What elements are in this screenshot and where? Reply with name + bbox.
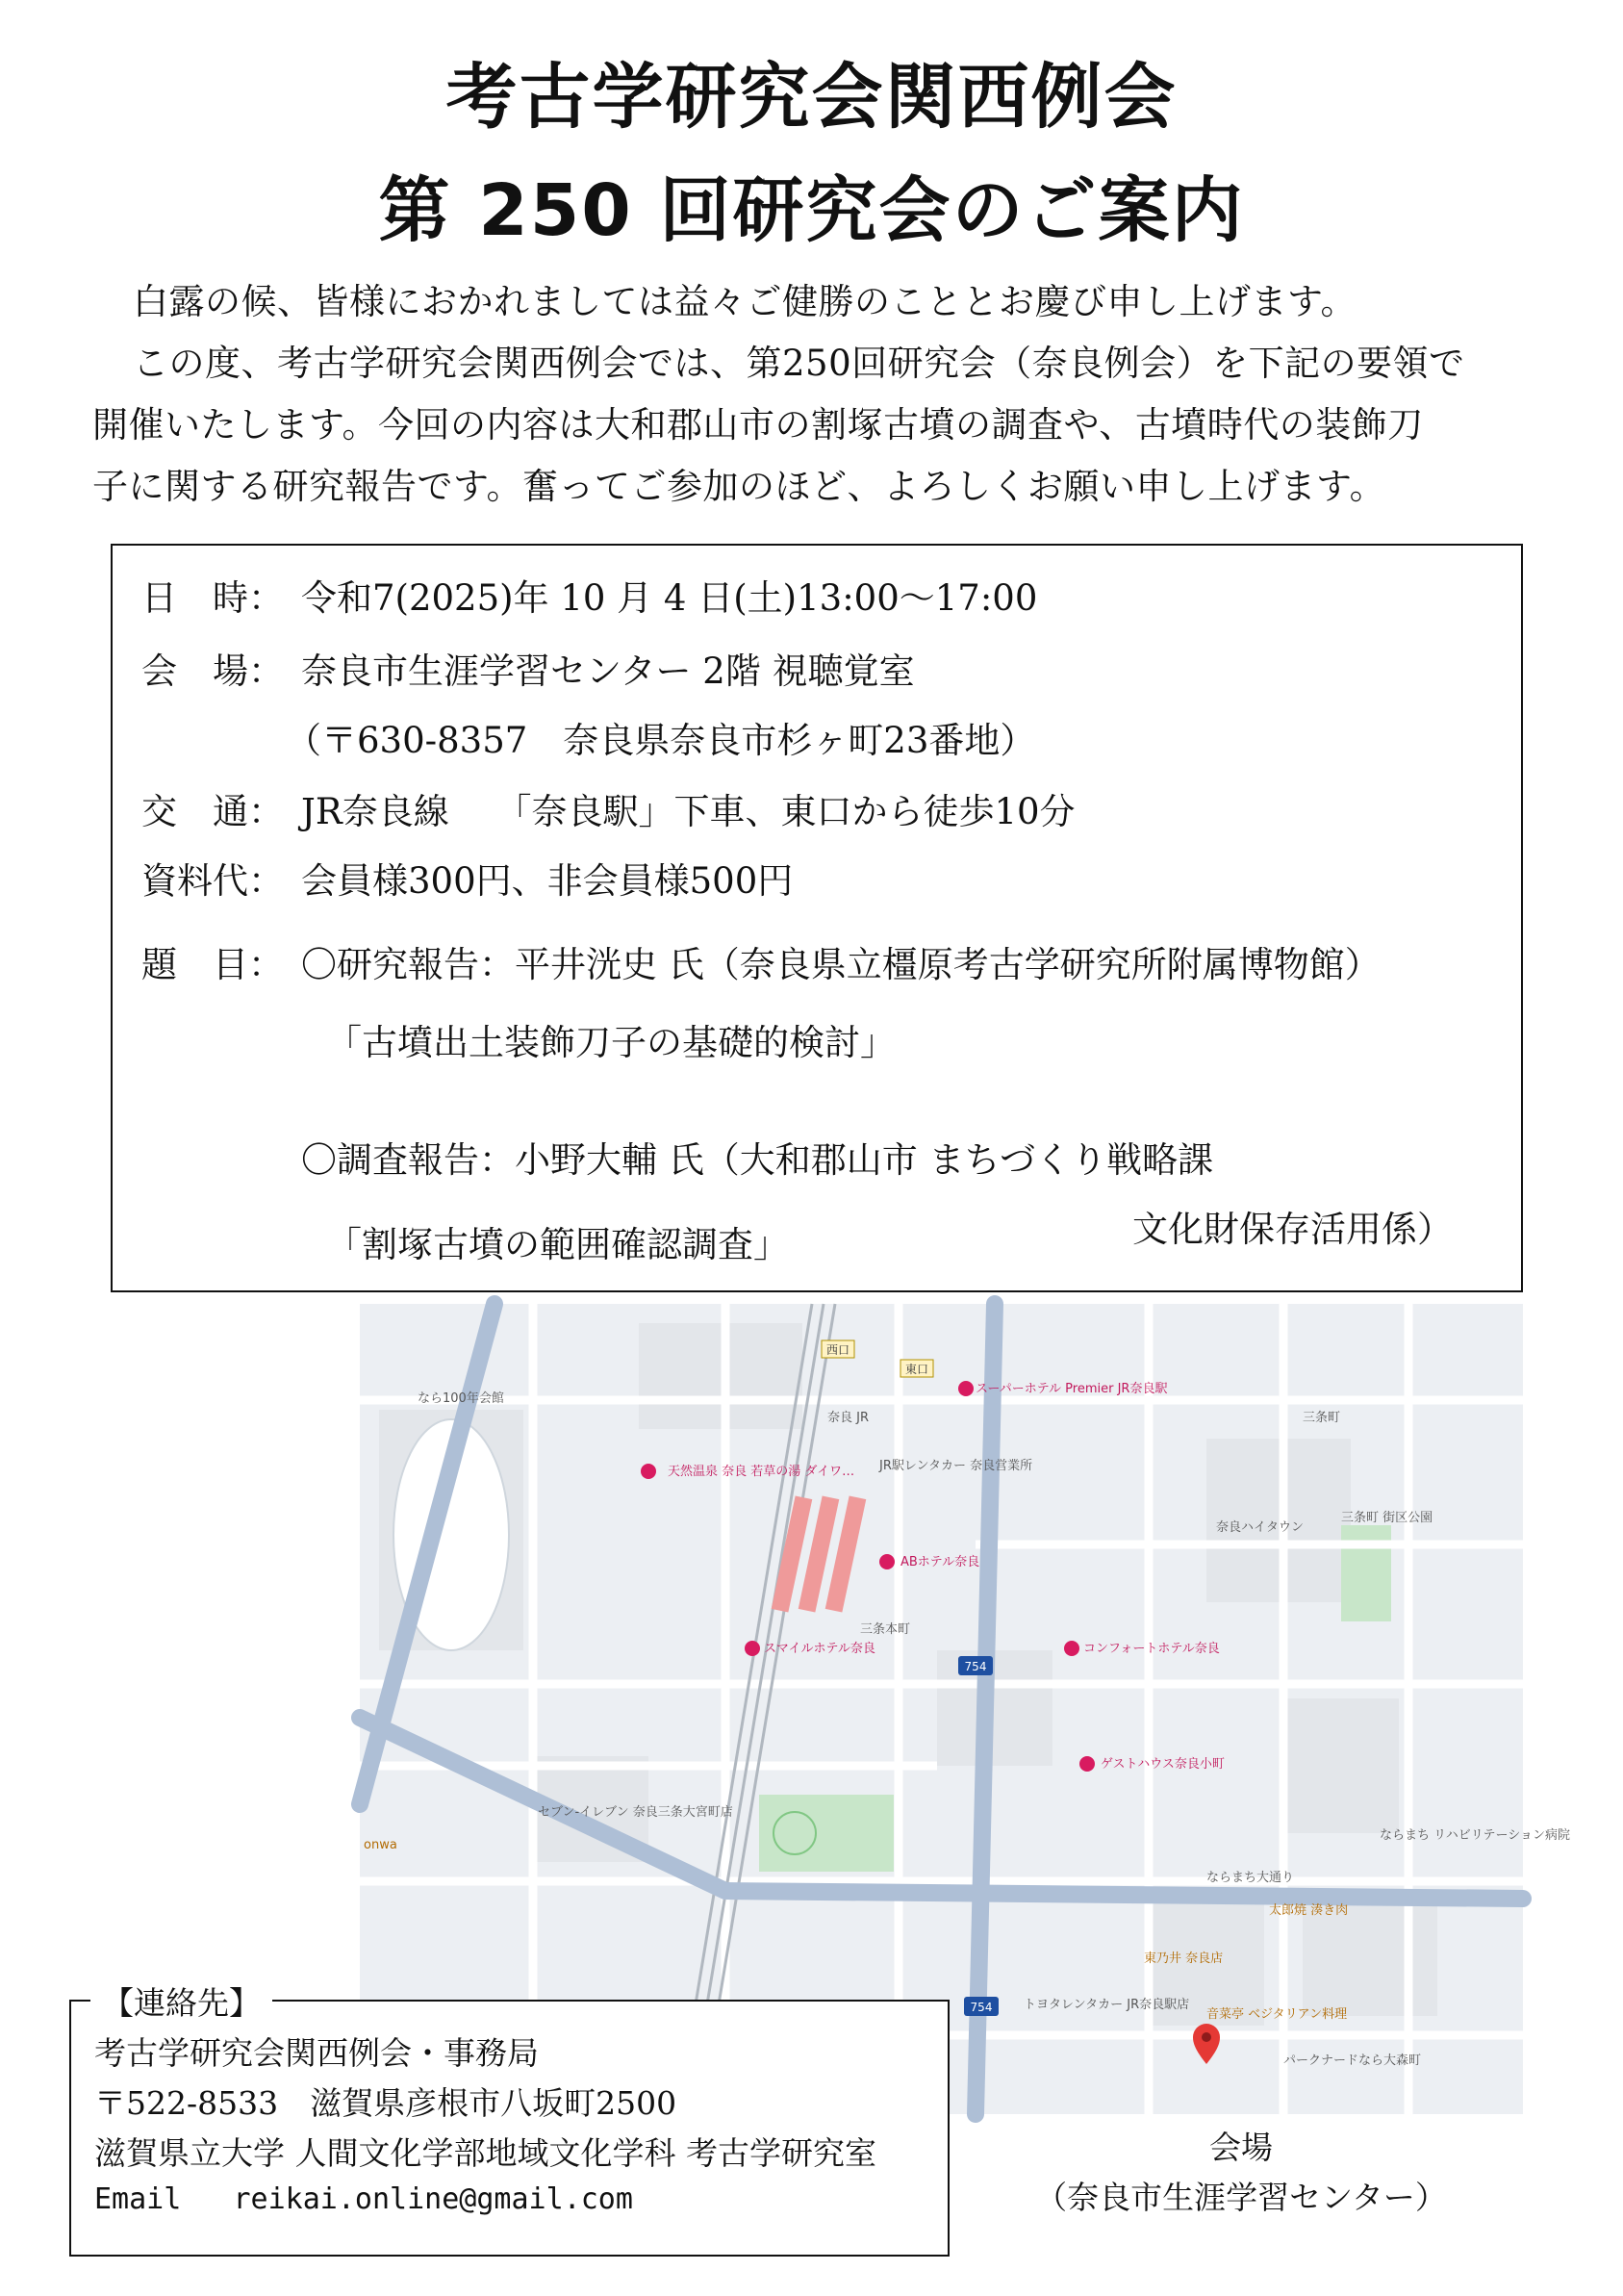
- west-exit-label: 西口: [825, 1343, 850, 1357]
- map-sanjo-park: 三条町 街区公園: [1341, 1511, 1433, 1525]
- intro-para-2-line-3: 子に関する研究報告です。奮ってご参加のほど、よろしくお願い申し上げます。: [92, 466, 1386, 507]
- contact-address: 〒522-8533 滋賀県彦根市八坂町2500: [94, 2084, 677, 2122]
- title-line-2: 第 250 回研究会のご案内: [378, 169, 1245, 252]
- venue-label: 会 場：: [141, 651, 284, 692]
- map-onwa: onwa: [364, 1838, 397, 1852]
- intro: [92, 271, 1535, 518]
- intro-para-2-line-2: 開催いたします。今回の内容は大和郡山市の割塚古墳の調査や、古墳時代の装飾刀: [92, 404, 1424, 446]
- report2-speaker: 〇調査報告：小野大輔 氏（大和郡山市 まちづくり戦略課: [301, 1139, 1214, 1181]
- date-label: 日 時：: [141, 577, 284, 619]
- map-guesthouse: ゲストハウス奈良小町: [1101, 1757, 1225, 1772]
- title-line-1: 考古学研究会関西例会: [445, 56, 1178, 139]
- contact-box: [69, 1984, 950, 2257]
- map-rehab: ならまち リハビリテーション病院: [1380, 1828, 1570, 1843]
- date-value: 令和7(2025)年 10 月 4 日(土)13:00～17:00: [301, 577, 1038, 619]
- contact-heading: 【連絡先】: [90, 1978, 272, 2024]
- date-row: [141, 569, 1037, 621]
- map-sanjo-honmachi: 三条本町: [860, 1622, 911, 1637]
- map-canvas: [360, 1304, 1570, 2114]
- venue-value: 奈良市生涯学習センター 2階 視聴覚室: [301, 651, 915, 692]
- details-box: [111, 544, 1523, 1292]
- contact-org: 考古学研究会関西例会・事務局: [94, 2034, 539, 2072]
- report1-speaker: 〇研究報告：平井洸史 氏（奈良県立橿原考古学研究所附属博物館）: [301, 944, 1381, 985]
- map-yasaitei: 音菜亭 ベジタリアン料理: [1206, 2007, 1348, 2022]
- map-hangan: 東乃井 奈良店: [1144, 1952, 1224, 1966]
- venue-address: （〒630-8357 奈良県奈良市杉ヶ町23番地）: [286, 720, 1036, 761]
- map-smile-hotel: スマイルホテル奈良: [764, 1642, 875, 1656]
- east-exit-label: 東口: [904, 1363, 929, 1376]
- topic-row: [141, 935, 1381, 987]
- email-label: Email: [94, 2182, 182, 2216]
- route-754-south: 754: [970, 2001, 993, 2014]
- intro-para-2-line-1: この度、考古学研究会関西例会では、第250回研究会（奈良例会）を下記の要領で: [133, 343, 1465, 384]
- map-seven: セブン-イレブン 奈良三条大宮町店: [538, 1805, 733, 1820]
- map-haitown: 奈良ハイタウン: [1216, 1520, 1305, 1535]
- intro-para-1: 白露の候、皆様におかれましては益々ご健勝のこととお慶び申し上げます。: [133, 281, 1357, 322]
- map-parking: パークナードなら大森町: [1283, 2054, 1422, 2068]
- fee-label: 資料代：: [141, 860, 284, 902]
- contact-email-row: [94, 2182, 633, 2216]
- access-value: JR奈良線 「奈良駅」下車、東口から徒歩10分: [301, 791, 1076, 832]
- access-row: [141, 782, 1076, 834]
- topic-label: 題 目：: [141, 944, 284, 985]
- email-address[interactable]: reikai.online@gmail.com: [233, 2182, 633, 2216]
- fee-row: [141, 852, 793, 904]
- route-754-north: 754: [964, 1660, 987, 1673]
- map-onsen: 天然温泉 奈良 若草の湯 ダイワ…: [668, 1465, 855, 1479]
- map-naramachi: ならまち大通り: [1206, 1871, 1295, 1885]
- map-hall100: なら100年会館: [418, 1391, 504, 1406]
- map-nara-jr: 奈良 JR: [827, 1411, 869, 1425]
- access-label: 交 通：: [141, 791, 284, 832]
- report1-title: 「古墳出土装飾刀子の基礎的検討」: [326, 1022, 896, 1063]
- venue-map[interactable]: [360, 1304, 1570, 2114]
- map-caption-line-1: 会場: [1209, 2129, 1273, 2166]
- map-taroan: 太郎焼 湊き肉: [1269, 1903, 1349, 1918]
- map-toyota: トヨタレンタカー JR奈良駅店: [1024, 1998, 1190, 2012]
- report2-title: 「割塚古墳の範囲確認調査」: [326, 1224, 789, 1265]
- venue-row: [141, 642, 915, 694]
- map-ab-hotel: ABホテル奈良: [900, 1555, 980, 1569]
- map-super-hotel: スーパーホテル Premier JR奈良駅: [976, 1382, 1168, 1396]
- contact-dept: 滋賀県立大学 人間文化学部地域文化学科 考古学研究室: [94, 2134, 876, 2172]
- map-jr-rental: JR駅レンタカー 奈良営業所: [879, 1459, 1033, 1473]
- map-caption-line-2: （奈良市生涯学習センター）: [1035, 2179, 1447, 2216]
- fee-value: 会員様300円、非会員様500円: [301, 860, 794, 902]
- map-comfort-hotel: コンフォートホテル奈良: [1083, 1642, 1220, 1656]
- map-sanjo: 三条町: [1303, 1411, 1341, 1425]
- report2-affiliation: 文化財保存活用係）: [1132, 1209, 1453, 1250]
